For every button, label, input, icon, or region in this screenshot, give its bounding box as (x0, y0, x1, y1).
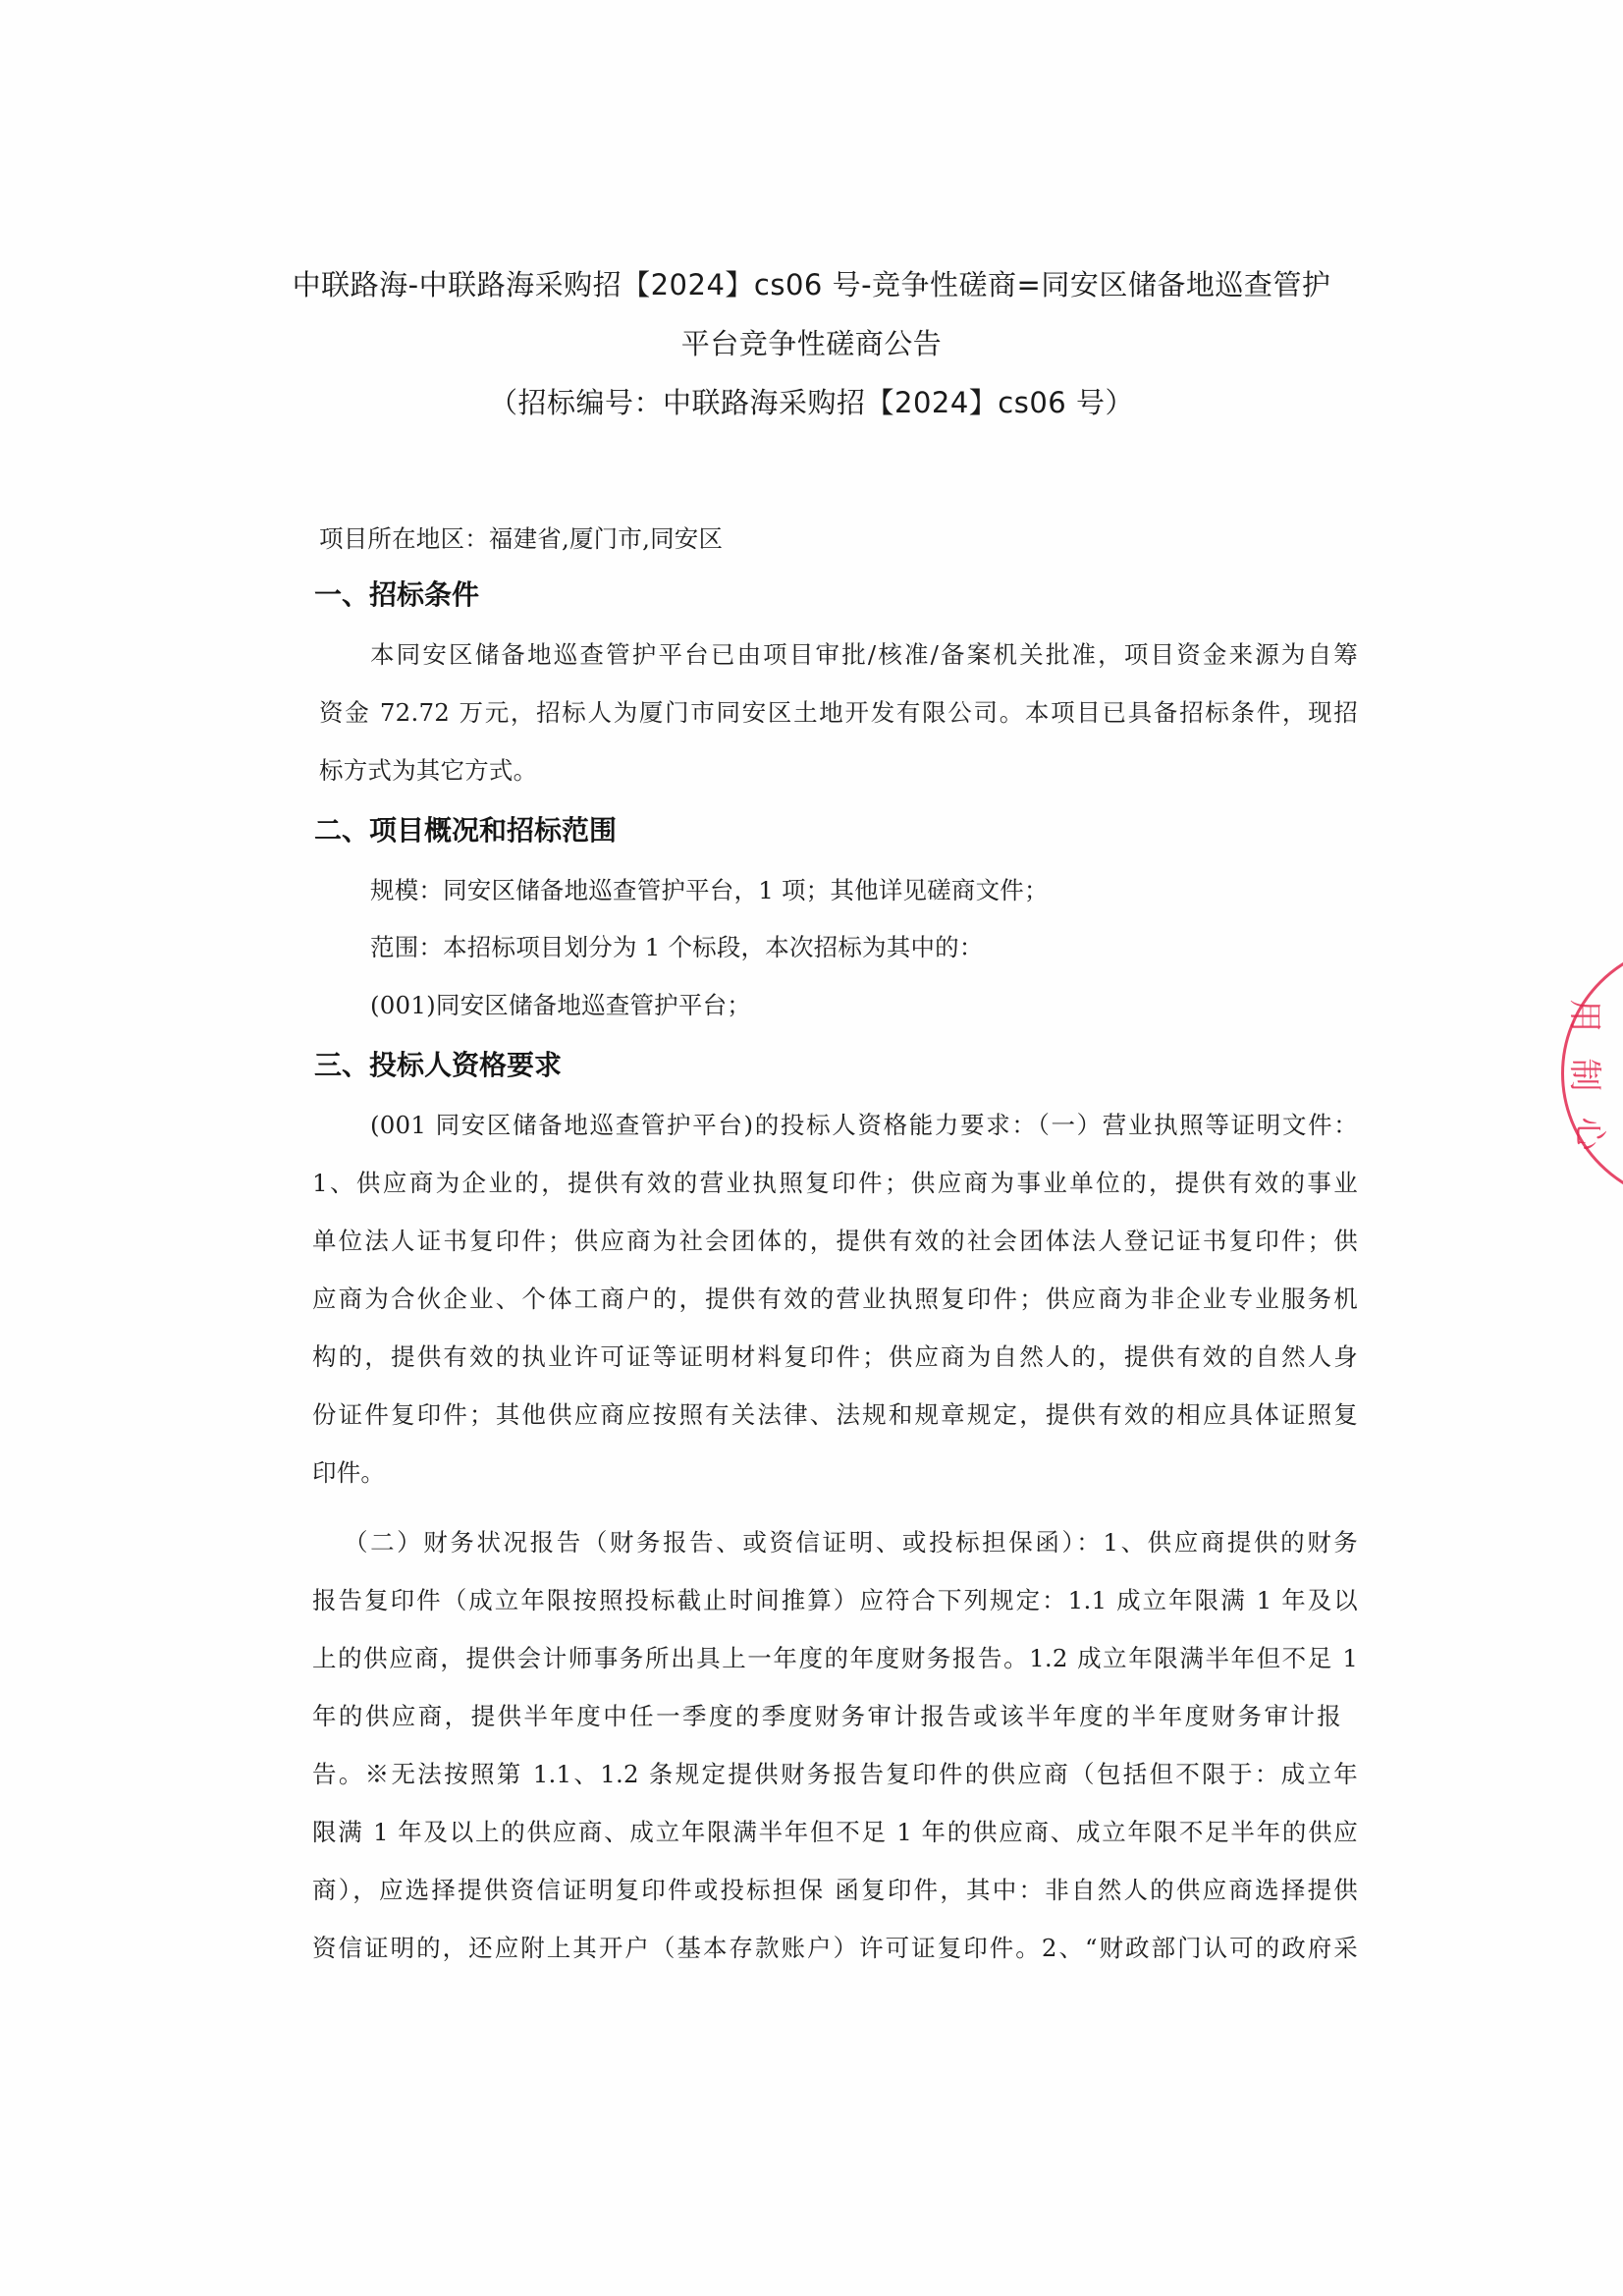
paragraph-line: 上的供应商，提供会计师事务所出具上一年度的年度财务报告。1.2 成立年限满半年但不足 1 (312, 1644, 1358, 1672)
section-heading-bidding-conditions: 一、招标条件 (314, 578, 480, 611)
stamp-character: 制 (1564, 1058, 1604, 1092)
stamp-character: 用 (1564, 999, 1604, 1033)
paragraph-line: (001 同安区储备地巡查管护平台)的投标人资格能力要求：（一）营业执照等证明文件： (370, 1111, 1358, 1139)
tender-number: （招标编号：中联路海采购招【2024】cs06 号） (489, 386, 1134, 419)
paragraph-line: 资信证明的，还应附上其开户（基本存款账户）许可证复印件。2、“财政部门认可的政府采 (312, 1934, 1358, 1962)
project-scope: 范围：本招标项目划分为 1 个标段，本次招标为其中的： (370, 933, 984, 961)
paragraph-line: 应商为合伙企业、个体工商户的，提供有效的营业执照复印件；供应商为非企业专业服务机 (312, 1285, 1358, 1313)
paragraph-line: 构的，提供有效的执业许可证等证明材料复印件；供应商为自然人的，提供有效的自然人身 (312, 1342, 1358, 1371)
paragraph-line: 报告复印件（成立年限按照投标截止时间推算）应符合下列规定：1.1 成立年限满 1 年及以 (312, 1586, 1358, 1614)
section-heading-project-overview: 二、项目概况和招标范围 (314, 814, 618, 847)
paragraph-line: 资金 72.72 万元，招标人为厦门市同安区土地开发有限公司。本项目已具备招标条件，现招 (319, 698, 1358, 727)
paragraph-line: 年的供应商，提供半年度中任一季度的季度财务审计报告或该半年度的半年度财务审计报 (312, 1702, 1341, 1730)
paragraph-line: 告。※无法按照第 1.1、1.2 条规定提供财务报告复印件的供应商（包括但不限于：成立年 (312, 1760, 1358, 1788)
paragraph-line: 印件。 (312, 1458, 386, 1487)
section-heading-bidder-qualifications: 三、投标人资格要求 (314, 1049, 563, 1081)
paragraph-line: 本同安区储备地巡查管护平台已由项目审批/核准/备案机关批准，项目资金来源为自筹 (370, 640, 1358, 669)
paragraph-line: 份证件复印件；其他供应商应按照有关法律、法规和规章规定，提供有效的相应具体证照复 (312, 1400, 1358, 1429)
project-scale: 规模：同安区储备地巡查管护平台，1 项；其他详见磋商文件； (370, 876, 1049, 904)
document-title-line-1: 中联路海-中联路海采购招【2024】cs06 号-竞争性磋商=同安区储备地巡查管护 (292, 268, 1331, 301)
stamp-character: 心 (1569, 1117, 1609, 1151)
paragraph-line: （二）财务状况报告（财务报告、或资信证明、或投标担保函）：1、供应商提供的财务 (344, 1528, 1358, 1557)
paragraph-line: 单位法人证书复印件；供应商为社会团体的，提供有效的社会团体法人登记证书复印件；供 (312, 1227, 1358, 1255)
document-title-line-2: 平台竞争性磋商公告 (680, 327, 943, 360)
project-region: 项目所在地区：福建省,厦门市,同安区 (319, 524, 724, 553)
paragraph-line: 标方式为其它方式。 (319, 756, 538, 785)
paragraph-line: 商），应选择提供资信证明复印件或投标担保 函复印件，其中：非自然人的供应商选择提供 (312, 1876, 1358, 1904)
lot-item: (001)同安区储备地巡查管护平台； (370, 991, 751, 1019)
paragraph-line: 1、供应商为企业的，提供有效的营业执照复印件；供应商为事业单位的，提供有效的事业 (312, 1169, 1358, 1197)
paragraph-line: 限满 1 年及以上的供应商、成立年限满半年但不足 1 年的供应商、成立年限不足半年的供应 (312, 1818, 1358, 1846)
